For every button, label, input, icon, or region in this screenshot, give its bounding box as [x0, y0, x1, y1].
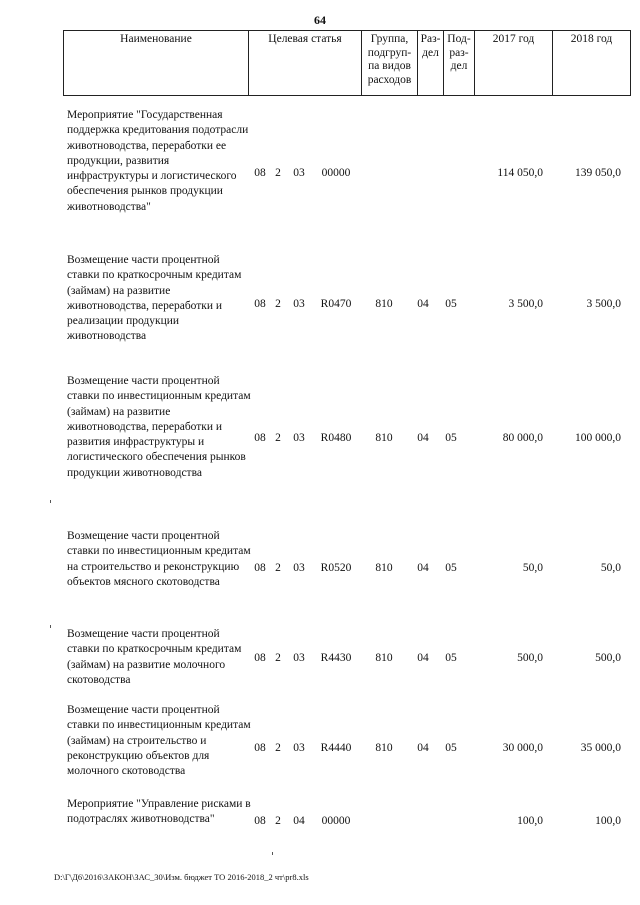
row-group: 810 [375, 652, 393, 664]
row-code-event: 04 [293, 815, 305, 827]
header-2018: 2018 год [553, 31, 631, 96]
row-value-2017: 500,0 [517, 652, 543, 664]
row-value-2017: 30 000,0 [502, 742, 543, 754]
row-value-2017: 3 500,0 [508, 298, 543, 310]
row-code-subprogram: 2 [275, 562, 281, 574]
header-razdel: Раз- дел [418, 31, 444, 96]
row-name: Возмещение части процентной ставки по инвестиционным кредитам (займам) на строительство и реконструкцию объектов для молочного скотоводства [67, 704, 251, 778]
scan-mark [50, 500, 51, 503]
scan-mark [50, 625, 51, 628]
row-value-2017: 114 050,0 [497, 167, 543, 179]
row-code-direction: R0480 [320, 432, 352, 444]
row-code-subprogram: 2 [275, 432, 281, 444]
row-value-2018: 50,0 [600, 562, 621, 574]
row-podrazdel: 05 [445, 432, 457, 444]
row-podrazdel: 05 [445, 298, 457, 310]
row-code-subprogram: 2 [275, 742, 281, 754]
row-name: Мероприятие "Управление рисками в подотраслях животноводства" [67, 798, 251, 826]
header-naimenovanie: Наименование [64, 31, 249, 96]
row-code-program: 08 [254, 652, 266, 664]
header-celevaya-statya: Целевая статья [249, 31, 362, 96]
row-value-2018: 35 000,0 [580, 742, 621, 754]
row-razdel: 04 [417, 432, 429, 444]
row-value-2018: 100,0 [595, 815, 621, 827]
row-podrazdel: 05 [445, 742, 457, 754]
row-group: 810 [375, 298, 393, 310]
row-code-program: 08 [254, 562, 266, 574]
row-name: Мероприятие "Государственная поддержка кредитования подотрасли животноводства, переработки ее продукции, развития инфраструктуры и логистического обеспечения рынков продукции животноводства" [67, 109, 249, 213]
header-2017: 2017 год [475, 31, 553, 96]
row-code-event: 03 [293, 562, 305, 574]
row-value-2018: 139 050,0 [575, 167, 621, 179]
row-group: 810 [375, 432, 393, 444]
row-code-direction: R4430 [320, 652, 352, 664]
row-value-2018: 500,0 [595, 652, 621, 664]
row-code-event: 03 [293, 652, 305, 664]
row-value-2017: 100,0 [517, 815, 543, 827]
row-razdel: 04 [417, 742, 429, 754]
row-razdel: 04 [417, 562, 429, 574]
row-code-subprogram: 2 [275, 298, 281, 310]
row-name: Возмещение части процентной ставки по инвестиционным кредитам (займам) на развитие животноводства, переработки и развития инфраструктуры и логистического обеспечения рынков продукции животноводства [67, 375, 251, 479]
row-code-program: 08 [254, 742, 266, 754]
row-code-subprogram: 2 [275, 167, 281, 179]
row-code-event: 03 [293, 298, 305, 310]
row-group: 810 [375, 562, 393, 574]
row-name: Возмещение части процентной ставки по краткосрочным кредитам (займам) на развитие животноводства, переработки и реализации продукции животноводства [67, 254, 242, 343]
row-podrazdel: 05 [445, 562, 457, 574]
row-value-2017: 80 000,0 [502, 432, 543, 444]
row-code-event: 03 [293, 742, 305, 754]
row-code-subprogram: 2 [275, 652, 281, 664]
row-razdel: 04 [417, 652, 429, 664]
row-value-2018: 100 000,0 [575, 432, 621, 444]
row-code-program: 08 [254, 432, 266, 444]
row-code-program: 08 [254, 167, 266, 179]
row-razdel: 04 [417, 298, 429, 310]
row-code-program: 08 [254, 298, 266, 310]
row-code-direction: 00000 [321, 815, 351, 827]
row-code-direction: R4440 [320, 742, 352, 754]
row-podrazdel: 05 [445, 652, 457, 664]
row-code-direction: 00000 [321, 167, 351, 179]
row-code-subprogram: 2 [275, 815, 281, 827]
row-value-2018: 3 500,0 [586, 298, 621, 310]
row-group: 810 [375, 742, 393, 754]
page-number: 64 [314, 13, 326, 27]
footer-file-path: D:\Г\Д6\2016\ЗАКОН\ЗАС_30\Изм. бюджет ТО 2016-2018_2 чт\pr8.xls [54, 872, 309, 882]
row-code-program: 08 [254, 815, 266, 827]
row-value-2017: 50,0 [522, 562, 543, 574]
row-code-direction: R0520 [320, 562, 352, 574]
scan-mark [272, 852, 273, 855]
header-podrazdel: Под- раз- дел [444, 31, 475, 96]
row-code-event: 03 [293, 432, 305, 444]
header-gruppa: Группа, подгруп- па видов расходов [362, 31, 418, 96]
row-name: Возмещение части процентной ставки по инвестиционным кредитам на строительство и реконструкцию объектов мясного скотоводства [67, 530, 251, 588]
row-code-direction: R0470 [320, 298, 352, 310]
row-name: Возмещение части процентной ставки по краткосрочным кредитам (займам) на развитие молочного скотоводства [67, 628, 242, 686]
row-code-event: 03 [293, 167, 305, 179]
